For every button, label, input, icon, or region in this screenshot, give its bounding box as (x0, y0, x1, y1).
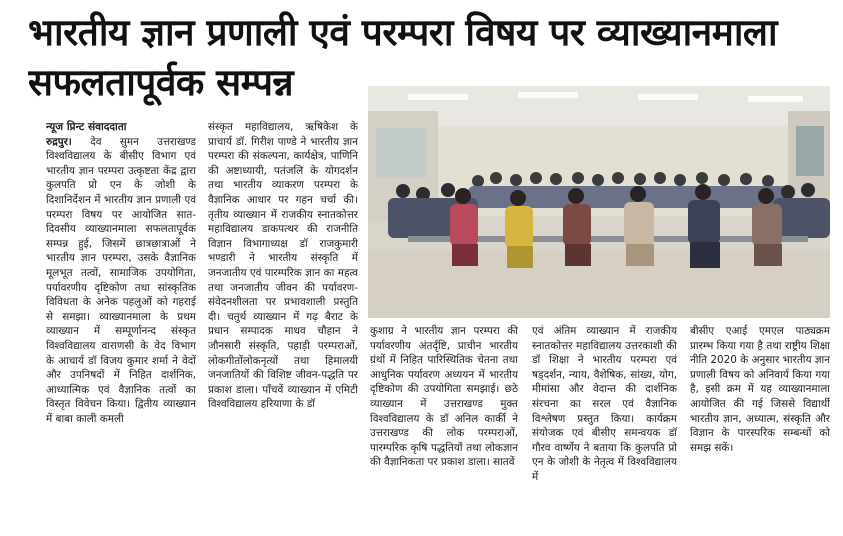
article-column-3 (370, 324, 518, 504)
column-3-text: कुशाग्र ने भारतीय ज्ञान परम्परा की पर्यावरणीय अंतर्दृष्टि, प्राचीन भारतीय ग्रंथों में निहित पारिस्थितिक चेतना तथा आधुनिक पर्यावरण अध्ययन में भारतीय दृष्टिकोण की उपयोगिता समझाई। छठे व्याख्यान में उत्तराखण्ड मुक्त विश्वविद्यालय के डॉ अनिल कार्की ने उत्तराखण्ड की लोक परम्पराओं, पारम्परिक कृषि पद्धतियों तथा लोकज्ञान की वैज्ञानिकता पर प्रकाश डाला। सातवें (370, 325, 518, 469)
column-5-text: बीसीए एआई एमएल पाठ्यक्रम प्रारम्भ किया गया है तथा राष्ट्रीय शिक्षा नीति 2020 के अनुसार भारतीय ज्ञान प्रणाली विषय को अनिवार्य किया गया है, इसी क्रम में यह व्याख्यानमाला आयोजित की गई जिससे विद्यार्थी भारतीय ज्ञान, अध्यात्म, संस्कृति और विज्ञान के पारस्परिक सम्बन्धों को समझ सकें। (690, 325, 830, 454)
column-2-text: संस्कृत महाविद्यालय, ऋषिकेश के प्राचार्य डॉ. गिरीश पाण्डे ने भारतीय ज्ञान परम्परा की संकल्पना, कार्यक्षेत्र, पाणिनि की अष्टाध्यायी, पतंजलि के योगदर्शन तथा भारतीय व्याकरण परम्परा के वैज्ञानिक आधार पर गहन चर्चा की। तृतीय व्याख्यान में राजकीय स्नातकोत्तर महाविद्यालय डाकपत्थर की राजनीति विज्ञान विभागाध्यक्ष डॉ राजकुमारी भण्डारी ने भारतीय संस्कृति में जनजातीय एवं पारम्परिक ज्ञान का महत्व तथा जनजातीय जीवन की पर्यावरण-संवेदनशीलता पर प्रभावशाली प्रस्तुति दी। चतुर्थ व्याख्यान में गढ़ बैराट के प्रधान सम्पादक माधव चौहान ने जौनसारी संस्कृति, पहाड़ी परम्पराओं, लोकगीतोंलोकनृत्यों तथा हिमालयी जनजातियों की विशिष्ट जीवन-पद्धति पर प्रकाश डाला। पाँचवें व्याख्यान में एमिटी विश्वविद्यालय हरियाणा के डॉ (208, 121, 358, 411)
article-column-2 (208, 120, 358, 500)
article-column-5 (690, 324, 830, 504)
event-photo (368, 86, 830, 318)
column-4-text: एवं अंतिम व्याख्यान में राजकीय स्नातकोत्तर महाविद्यालय उत्तरकाशी की डॉ शिक्षा ने भारतीय परम्परा एवं षड्दर्शन, न्याय, वैशेषिक, सांख्य, योग, मीमांसा और वेदान्त की दार्शनिक संरचना का सरल एवं वैज्ञानिक विश्लेषण प्रस्तुत किया। कार्यक्रम संयोजक एवं बीसीए समन्वयक डॉ गौरव वार्ष्णेय ने बताया कि कुलपति प्रो एन के जोशी के नेतृत्व में विश्वविद्यालय में (532, 325, 677, 483)
headline-line-2: सफलतापूर्वक सम्पन्न (28, 61, 294, 104)
article-column-1 (46, 120, 196, 520)
dateline: रुद्रपुर। (46, 135, 72, 148)
headline-line-1: भारतीय ज्ञान प्रणाली एवं परम्परा विषय पर व्याख्यानमाला (28, 11, 778, 54)
byline: न्यूज प्रिन्ट संवाददाता (46, 121, 127, 133)
article-column-4 (532, 324, 677, 504)
column-1-text: देव सुमन उत्तराखण्ड विश्वविद्यालय के बीसीए विभाग एवं भारतीय ज्ञान परम्परा उत्कृष्टता केंद्र द्वारा कुलपति प्रो एन के जोशी के दिशानिर्देशन में भारतीय ज्ञान प्रणाली एवं परम्परा विषय पर आयोजित सात-दिवसीय व्याख्यानमाला सफलतापूर्वक सम्पन्न हुई, जिसमें छात्रछात्राओं ने भारतीय ज्ञान परम्परा, उसके वैज्ञानिक मूलभूत तत्वों, सामाजिक उपयोगिता, पर्यावरणीय दृष्टिकोण तथा सांस्कृतिक विविधता के अनेक पहलुओं को गहराई से समझा। व्याख्यानमाला के प्रथम व्याख्यान में सम्पूर्णानन्द संस्कृत विश्वविद्यालय वाराणसी के वेद विभाग के आचार्य डॉ विजय कुमार शर्मा ने वेदों और उपनिषदों में निहित दार्शनिक, आध्यात्मिक एवं वैज्ञानिक तत्वों का विस्तृत विवेचन किया। द्वितीय व्याख्यान में बाबा काली कमली (46, 135, 196, 425)
